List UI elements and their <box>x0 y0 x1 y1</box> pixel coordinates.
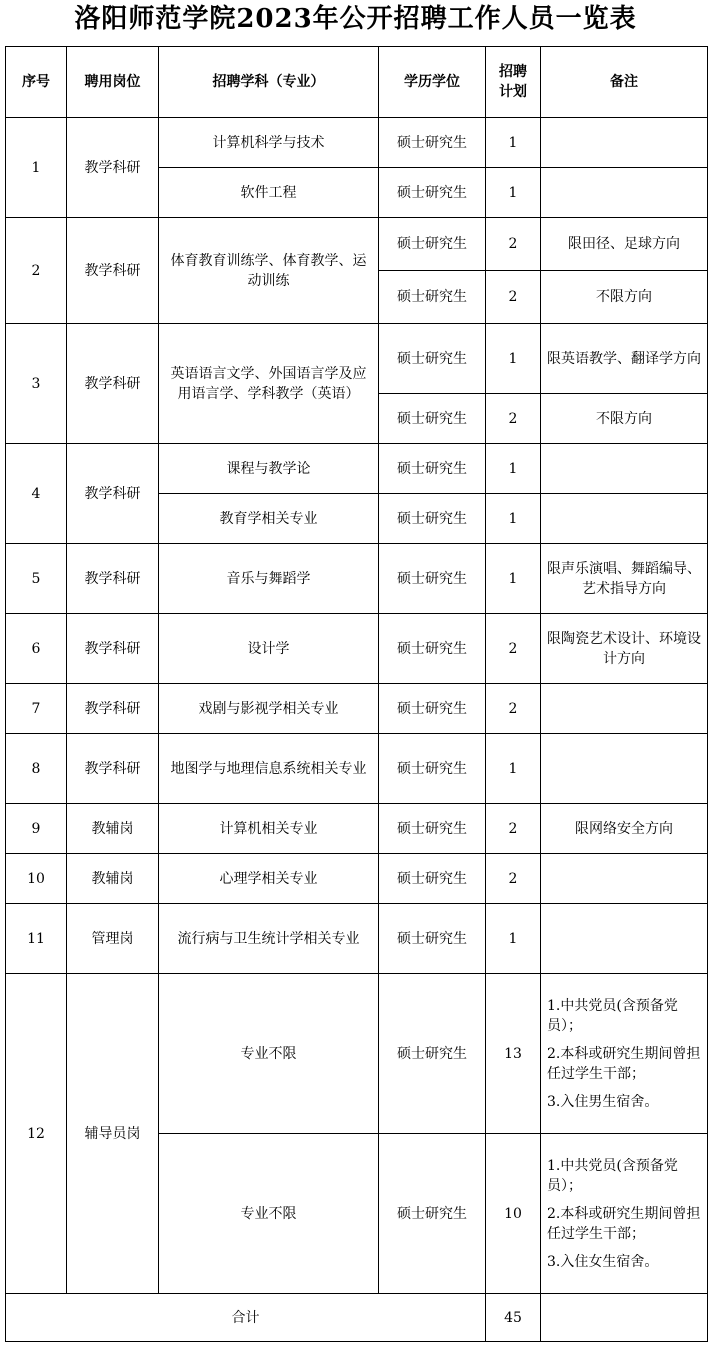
cell-plan: 2 <box>486 804 541 854</box>
cell-degree: 硕士研究生 <box>379 614 486 684</box>
cell-post: 教学科研 <box>67 444 159 544</box>
cell-degree: 硕士研究生 <box>379 684 486 734</box>
cell-note: 不限方向 <box>541 271 708 324</box>
table-row <box>6 218 708 271</box>
header-post: 聘用岗位 <box>67 47 159 118</box>
cell-note: 限田径、足球方向 <box>541 218 708 271</box>
cell-subject: 体育教育训练学、体育教学、运动训练 <box>159 218 379 324</box>
cell-degree: 硕士研究生 <box>379 854 486 904</box>
cell-plan: 2 <box>486 854 541 904</box>
total-value: 45 <box>486 1294 541 1342</box>
note-line: 3.入住女生宿舍。 <box>547 1253 659 1270</box>
cell-note: 不限方向 <box>541 394 708 444</box>
cell-seq: 11 <box>6 904 67 974</box>
note-line: 3.入住男生宿舍。 <box>547 1093 659 1110</box>
cell-plan: 1 <box>486 904 541 974</box>
cell-note <box>541 444 708 494</box>
cell-note: 限声乐演唱、舞蹈编导、艺术指导方向 <box>541 544 708 614</box>
cell-note <box>541 684 708 734</box>
cell-subject: 音乐与舞蹈学 <box>159 544 379 614</box>
table-row <box>6 974 708 1134</box>
cell-post: 教学科研 <box>67 684 159 734</box>
cell-note: 限网络安全方向 <box>541 804 708 854</box>
cell-subject: 戏剧与影视学相关专业 <box>159 684 379 734</box>
cell-plan: 1 <box>486 494 541 544</box>
note-line: 1.中共党员(含预备党员）； <box>547 1157 678 1194</box>
cell-plan: 2 <box>486 218 541 271</box>
table-row <box>6 684 708 734</box>
table-row <box>6 804 708 854</box>
header-subject: 招聘学科（专业） <box>159 47 379 118</box>
cell-plan: 10 <box>486 1134 541 1294</box>
cell-degree: 硕士研究生 <box>379 218 486 271</box>
table-row <box>6 544 708 614</box>
cell-degree: 硕士研究生 <box>379 544 486 614</box>
cell-note <box>541 904 708 974</box>
header-note: 备注 <box>541 47 708 118</box>
cell-seq: 7 <box>6 684 67 734</box>
cell-post: 教学科研 <box>67 614 159 684</box>
cell-subject: 英语语言文学、外国语言学及应用语言学、学科教学（英语） <box>159 324 379 444</box>
cell-post: 教学科研 <box>67 734 159 804</box>
cell-note <box>541 854 708 904</box>
table-row <box>6 614 708 684</box>
cell-seq: 6 <box>6 614 67 684</box>
cell-post: 管理岗 <box>67 904 159 974</box>
table-row <box>6 444 708 494</box>
header-plan-line2: 计划 <box>499 84 527 100</box>
cell-note <box>541 494 708 544</box>
cell-subject: 设计学 <box>159 614 379 684</box>
cell-degree: 硕士研究生 <box>379 324 486 394</box>
header-plan-line1: 招聘 <box>499 64 527 80</box>
cell-post: 教学科研 <box>67 324 159 444</box>
cell-seq: 10 <box>6 854 67 904</box>
table-row <box>6 734 708 804</box>
note-line: 2.本科或研究生期间曾担任过学生干部； <box>547 1045 701 1082</box>
total-note <box>541 1294 708 1342</box>
cell-degree: 硕士研究生 <box>379 904 486 974</box>
recruitment-table <box>5 46 708 1342</box>
cell-plan: 1 <box>486 168 541 218</box>
cell-subject: 计算机相关专业 <box>159 804 379 854</box>
cell-note: 限陶瓷艺术设计、环境设计方向 <box>541 614 708 684</box>
header-plan <box>486 47 541 118</box>
cell-plan: 2 <box>486 614 541 684</box>
cell-post: 教辅岗 <box>67 854 159 904</box>
table-row <box>6 118 708 168</box>
cell-subject: 流行病与卫生统计学相关专业 <box>159 904 379 974</box>
cell-seq: 3 <box>6 324 67 444</box>
cell-seq: 8 <box>6 734 67 804</box>
cell-plan: 1 <box>486 444 541 494</box>
cell-seq: 5 <box>6 544 67 614</box>
note-line: 1.中共党员(含预备党员）； <box>547 997 678 1034</box>
cell-seq: 9 <box>6 804 67 854</box>
cell-plan: 1 <box>486 544 541 614</box>
total-row <box>6 1294 708 1342</box>
cell-degree: 硕士研究生 <box>379 444 486 494</box>
cell-subject: 心理学相关专业 <box>159 854 379 904</box>
table-row <box>6 904 708 974</box>
cell-seq: 2 <box>6 218 67 324</box>
total-label: 合计 <box>6 1294 486 1342</box>
header-seq: 序号 <box>6 47 67 118</box>
cell-post: 教辅岗 <box>67 804 159 854</box>
cell-degree: 硕士研究生 <box>379 271 486 324</box>
cell-post: 教学科研 <box>67 544 159 614</box>
cell-subject: 专业不限 <box>159 1134 379 1294</box>
cell-degree: 硕士研究生 <box>379 494 486 544</box>
cell-subject: 地图学与地理信息系统相关专业 <box>159 734 379 804</box>
header-degree: 学历学位 <box>379 47 486 118</box>
note-line: 2.本科或研究生期间曾担任过学生干部； <box>547 1205 701 1242</box>
cell-plan: 1 <box>486 734 541 804</box>
cell-post: 辅导员岗 <box>67 974 159 1294</box>
cell-subject: 计算机科学与技术 <box>159 118 379 168</box>
cell-degree: 硕士研究生 <box>379 168 486 218</box>
table-row <box>6 324 708 394</box>
cell-degree: 硕士研究生 <box>379 974 486 1134</box>
table-row <box>6 854 708 904</box>
cell-degree: 硕士研究生 <box>379 1134 486 1294</box>
cell-seq: 4 <box>6 444 67 544</box>
cell-plan: 2 <box>486 394 541 444</box>
cell-note <box>541 1134 708 1294</box>
cell-degree: 硕士研究生 <box>379 118 486 168</box>
cell-degree: 硕士研究生 <box>379 804 486 854</box>
cell-seq: 1 <box>6 118 67 218</box>
cell-plan: 1 <box>486 324 541 394</box>
header-row <box>6 47 708 118</box>
cell-note <box>541 118 708 168</box>
cell-seq: 12 <box>6 974 67 1294</box>
cell-post: 教学科研 <box>67 218 159 324</box>
cell-post: 教学科研 <box>67 118 159 218</box>
cell-plan: 2 <box>486 271 541 324</box>
cell-note: 限英语教学、翻译学方向 <box>541 324 708 394</box>
cell-subject: 课程与教学论 <box>159 444 379 494</box>
cell-note <box>541 734 708 804</box>
cell-subject: 教育学相关专业 <box>159 494 379 544</box>
cell-plan: 2 <box>486 684 541 734</box>
cell-plan: 13 <box>486 974 541 1134</box>
cell-note <box>541 168 708 218</box>
page-title: 洛阳师范学院2023年公开招聘工作人员一览表 <box>74 4 637 34</box>
cell-subject: 专业不限 <box>159 974 379 1134</box>
cell-degree: 硕士研究生 <box>379 734 486 804</box>
cell-plan: 1 <box>486 118 541 168</box>
cell-note <box>541 974 708 1134</box>
cell-subject: 软件工程 <box>159 168 379 218</box>
cell-degree: 硕士研究生 <box>379 394 486 444</box>
